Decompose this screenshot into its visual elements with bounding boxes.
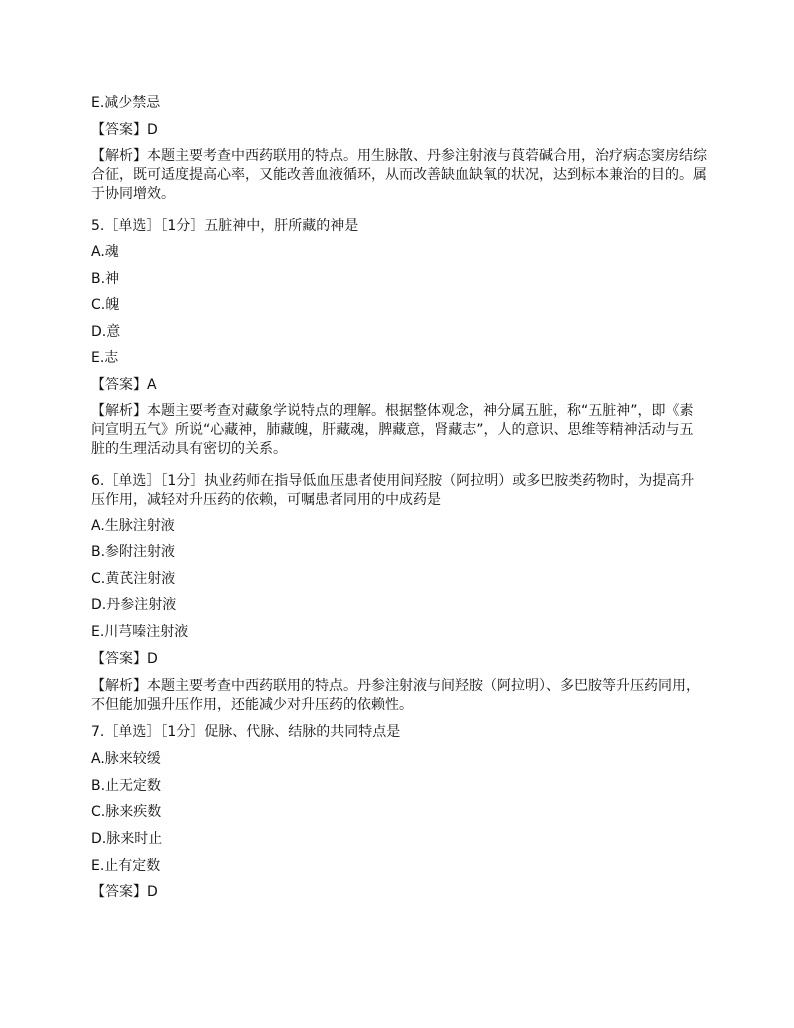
q5-answer: 【答案】A [91, 377, 157, 393]
q7-option-b: B.止无定数 [91, 778, 162, 794]
q5-option-b: B.神 [91, 271, 120, 287]
q7-answer: 【答案】D [91, 884, 158, 900]
q5-analysis: 【解析】本题主要考查对藏象学说特点的理解。根据整体观念，神分属五脏，称“五脏神”，即《素问宣明五气》所说“心藏神，肺藏魄，肝藏魂，脾藏意，肾藏志”，人的意识、思维等精神活动与五脏的生理活动具有密切的关系。 [91, 403, 694, 457]
q7-option-e: E.止有定数 [91, 858, 161, 874]
q6-option-e: E.川芎嗪注射液 [91, 624, 189, 640]
q7-stem: 7.［单选］［1分］促脉、代脉、结脉的共同特点是 [91, 724, 401, 740]
q5-option-c: C.魄 [91, 297, 120, 313]
q4-option-e: E.减少禁忌 [91, 95, 161, 111]
q5-option-d: D.意 [91, 324, 121, 340]
q6-option-b: B.参附注射液 [91, 544, 176, 560]
q5-stem: 5.［单选］［1分］五脏神中，肝所藏的神是 [91, 218, 359, 234]
q4-answer: 【答案】D [91, 122, 158, 138]
q7-option-d: D.脉来时止 [91, 831, 163, 847]
q6-option-d: D.丹参注射液 [91, 597, 177, 613]
q5-option-a: A.魂 [91, 244, 119, 260]
q6-option-a: A.生脉注射液 [91, 518, 175, 534]
q6-answer: 【答案】D [91, 651, 158, 667]
q5-option-e: E.志 [91, 350, 119, 366]
q6-analysis: 【解析】本题主要考查中西药联用的特点。丹参注射液与间羟胺（阿拉明）、多巴胺等升压药同用，不但能加强升压作用，还能减少对升压药的依赖性。 [91, 678, 700, 713]
q7-option-c: C.脉来疾数 [91, 804, 162, 820]
q6-option-c: C.黄芪注射液 [91, 571, 176, 587]
q4-analysis: 【解析】本题主要考查中西药联用的特点。用生脉散、丹参注射液与莨菪碱合用，治疗病态窦房结综合征，既可适度提高心率，又能改善血液循环，从而改善缺血缺氧的状况，达到标本兼治的目的。属于协同增效。 [91, 148, 707, 202]
q6-stem: 6.［单选］［1分］执业药师在指导低血压患者使用间羟胺（阿拉明）或多巴胺类药物时，为提高升压作用，减轻对升压药的依赖，可嘱患者同用的中成药是 [91, 473, 695, 508]
q7-option-a: A.脉来较缓 [91, 751, 161, 767]
